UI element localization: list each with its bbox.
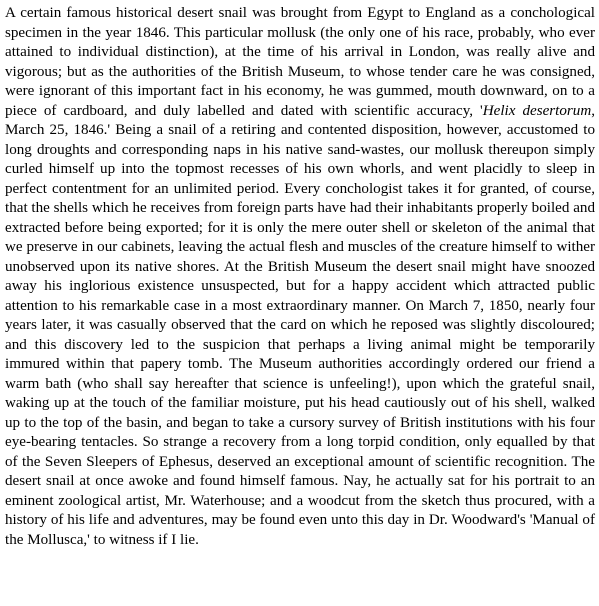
species-name-italic: Helix desertorum: [482, 102, 592, 119]
paragraph-text-rest: , March 25, 1846.' Being a snail of a retiring and contented disposition, however, accustomed to long droughts and corresponding naps in his native sand-wastes, our mollusk thereupon simply curled himself up into the topmost recesses of his own whorls, and went placidly to sleep in perfect contentment for an unlimited period. Every conchologist takes it for granted, of course, that the shells which he receives from foreign parts have had their inhabitants properly boiled and extracted before being exported; for it is only the mere outer shell or skeleton of the animal that we preserve in our cabinets, leaving the actual flesh and muscles of the creature himself to wither unobserved upon its native shores. At the British Museum the desert snail might have snoozed away his inglorious existence unsuspected, but for a happy accident which attracted public attention to his remarkable case in a most extraordinary manner. On March 7, 1850, nearly four years later, it was casually observed that the card on which he reposed was slightly discoloured; and this discovery led to the suspicion that perhaps a living animal might be temporarily immured within that papery tomb. The Museum authorities accordingly ordered our friend a warm bath (who shall say hereafter that science is unfeeling!), upon which the grateful snail, waking up at the touch of the familiar moisture, put his head cautiously out of his shell, walked up to the top of the basin, and began to take a cursory survey of British institutions with his four eye-bearing tentacles. So strange a recovery from a long torpid condition, only equalled by that of the Seven Sleepers of Ephesus, deserved an exceptional amount of scientific recognition. The desert snail at once awoke and found himself famous. Nay, he actually sat for his portrait to an eminent zoological artist, Mr. Waterhouse; and a woodcut from the sketch thus procured, with a history of his life and adventures, may be found even unto this day in Dr. Woodward's 'Manual of the Mollusca,' to witness if I lie.: [5, 102, 595, 548]
paragraph-text-start: A certain famous historical desert snail was brought from Egypt to England as a conchological specimen in the year 1846. This particular mollusk (the only one of his race, probably, who ever attained to individual distinction), at the time of his arrival in London, was really alive and vigorous; but as the authorities of the British Museum, to whose tender care he was consigned, were ignorant of this important fact in his economy, he was gummed, mouth downward, on to a piece of cardboard, and duly labelled and dated with scientific accuracy, ': [5, 5, 595, 119]
body-paragraph: [5, 4, 595, 550]
